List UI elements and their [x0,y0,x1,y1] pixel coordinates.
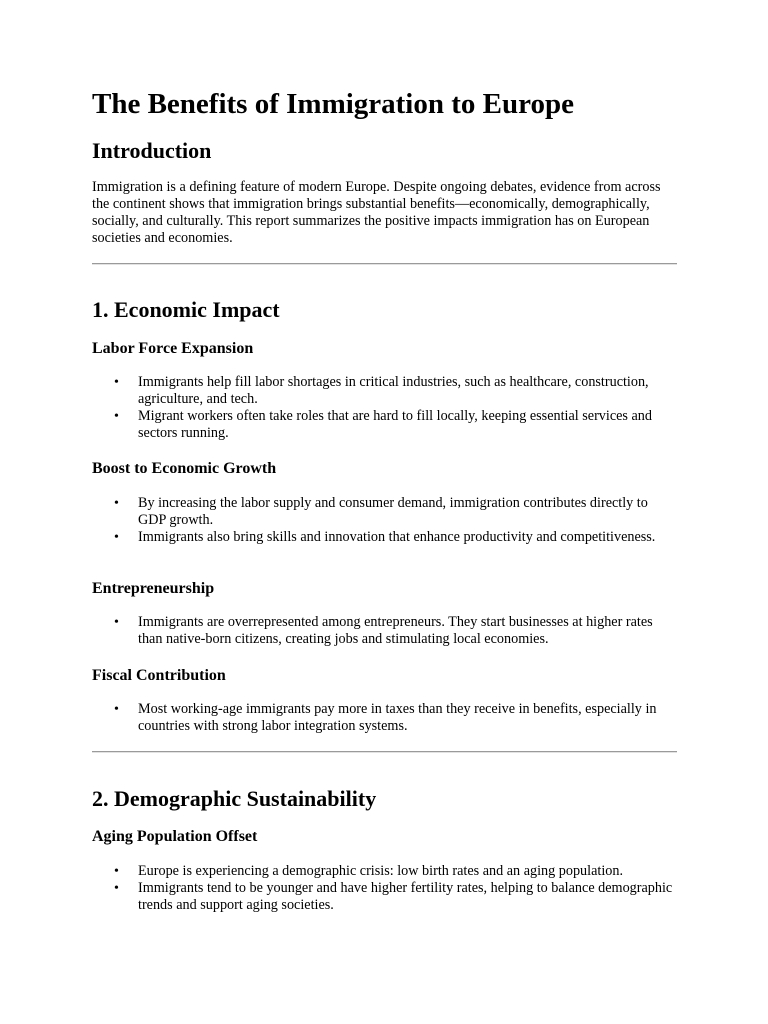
entrepreneurship-list [92,614,678,648]
list-item-text: Most working-age immigrants pay more in taxes than they receive in benefits, especially in countries with strong labor integration systems. [138,701,657,734]
bullet-icon: • [114,409,119,424]
economic-impact-heading: 1. Economic Impact [92,297,280,322]
fiscal-contribution-list [92,701,678,735]
economic-growth-list [92,495,678,546]
aging-population-heading: Aging Population Offset [92,828,258,845]
list-item-text: Immigrants are overrepresented among entrepreneurs. They start businesses at higher rates than native-born citizens, creating jobs and stimulating local economies. [138,614,653,647]
section-divider [92,263,677,265]
list-item [92,701,678,735]
entrepreneurship-heading: Entrepreneurship [92,580,215,597]
document-title: The Benefits of Immigration to Europe [92,88,574,120]
list-item [92,495,678,529]
economic-growth-heading: Boost to Economic Growth [92,460,277,477]
list-item [92,529,678,546]
list-item-text: Immigrants also bring skills and innovation that enhance productivity and competitiveness. [138,529,656,545]
list-item-text: Migrant workers often take roles that are hard to fill locally, keeping essential services and sectors running. [138,408,652,441]
bullet-icon: • [114,496,119,511]
fiscal-contribution-heading: Fiscal Contribution [92,667,226,684]
intro-paragraph: Immigration is a defining feature of modern Europe. Despite ongoing debates, evidence from across the continent shows that immigration brings substantial benefits—economically, demographically, socially, and culturally. This report summarizes the positive impacts immigration has on European societies and economies. [92,179,661,246]
list-item-text: Europe is experiencing a demographic crisis: low birth rates and an aging population. [138,863,623,879]
labor-force-list [92,374,678,442]
labor-force-heading: Labor Force Expansion [92,340,254,357]
bullet-icon: • [114,864,119,879]
list-item [92,863,678,880]
list-item [92,614,678,648]
list-item [92,880,678,914]
bullet-icon: • [114,881,119,896]
bullet-icon: • [114,375,119,390]
bullet-icon: • [114,615,119,630]
list-item [92,408,678,442]
list-item [92,374,678,408]
intro-heading: Introduction [92,138,212,163]
bullet-icon: • [114,702,119,717]
aging-population-list [92,863,678,914]
section-divider [92,751,677,753]
demographic-heading: 2. Demographic Sustainability [92,786,377,811]
list-item-text: Immigrants tend to be younger and have higher fertility rates, helping to balance demographic trends and support aging societies. [138,880,673,913]
list-item-text: By increasing the labor supply and consumer demand, immigration contributes directly to GDP growth. [138,495,648,528]
list-item-text: Immigrants help fill labor shortages in critical industries, such as healthcare, construction, agriculture, and tech. [138,374,649,407]
bullet-icon: • [114,530,119,545]
